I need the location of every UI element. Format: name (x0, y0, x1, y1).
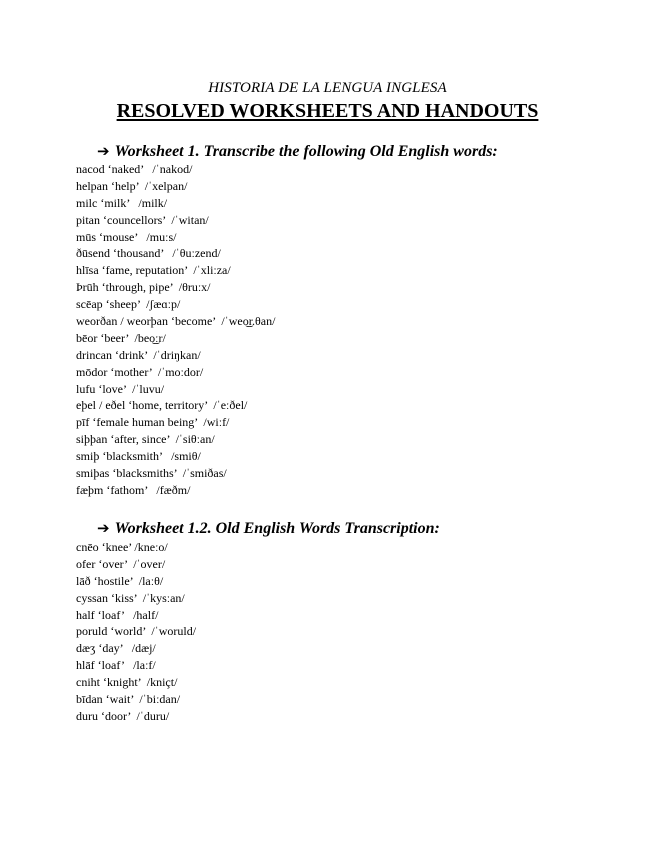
arrow-right-icon: ➔ (97, 519, 110, 537)
list-item: pīf ‘female human being’ /wiːf/ (76, 415, 230, 430)
list-item: hlīsa ‘fame, reputation’ /ˈxliːza/ (76, 263, 231, 278)
worksheet1-heading (97, 141, 498, 162)
list-item: cyssan ‘kiss’ /ˈkysːan/ (76, 590, 185, 605)
list-item: hlāf ‘loaf’ /laːf/ (76, 658, 156, 673)
list-item: mūs ‘mouse’ /muːs/ (76, 229, 177, 244)
list-item: cnēo ‘knee’ /kneːo/ (76, 540, 168, 554)
list-item: weorðan / weorþan ‘become’ /ˈweo͜r.θan/ (76, 314, 276, 329)
list-item: drincan ‘drink’ /ˈdriŋkan/ (76, 347, 201, 362)
list-item: siþþan ‘after, since’ /ˈsiθːan/ (76, 432, 215, 447)
list-item: bēor ‘beer’ /beo͜ːr/ (76, 330, 166, 345)
list-item: nacod ‘naked’ /ˈnakod/ (76, 162, 193, 176)
list-item: Þrūh ‘through, pipe’ /θruːx/ (76, 280, 211, 295)
list-item: pitan ‘councellors’ /ˈwitan/ (76, 212, 209, 227)
list-item: eþel / eðel ‘home, territory’ /ˈeːðel/ (76, 398, 248, 413)
list-item: smiþ ‘blacksmith’ /smiθ/ (76, 449, 201, 464)
list-item: poruld ‘world’ /ˈworuld/ (76, 624, 197, 639)
document-heading: RESOLVED WORKSHEETS AND HANDOUTS (116, 100, 539, 122)
worksheet2-heading-text: Worksheet 1.2. Old English Words Transcription: (114, 520, 440, 537)
list-item: cniht ‘knight’ /kniçt/ (76, 675, 178, 690)
document-title: HISTORIA DE LA LENGUA INGLESA (208, 80, 447, 96)
worksheet2-heading (97, 518, 440, 539)
list-item: mōdor ‘mother’ /ˈmoːdor/ (76, 364, 204, 379)
worksheet1-heading-text: Worksheet 1. Transcribe the following Old English words: (114, 143, 498, 160)
list-item: helpan ‘help’ /ˈxelpan/ (76, 178, 188, 193)
worksheet2-word-list (76, 539, 196, 725)
list-item: half ‘loaf’ /half/ (76, 607, 159, 622)
list-item: scēap ‘sheep’ /ʃæɑːp/ (76, 297, 181, 312)
list-item: ðūsend ‘thousand’ /ˈθuːzend/ (76, 246, 221, 261)
list-item: lufu ‘love’ /ˈluvu/ (76, 381, 165, 396)
arrow-right-icon: ➔ (97, 142, 110, 160)
list-item: lāð ‘hostile’ /laːθ/ (76, 573, 164, 588)
list-item: bīdan ‘wait’ /ˈbiːdan/ (76, 692, 181, 707)
list-item: dæʒ ‘day’ /dæj/ (76, 641, 156, 656)
worksheet1-word-list (76, 161, 275, 499)
list-item: milc ‘milk’ /milk/ (76, 195, 168, 210)
list-item: fæþm ‘fathom’ /fæðm/ (76, 482, 191, 497)
list-item: smiþas ‘blacksmiths’ /ˈsmiðas/ (76, 466, 227, 481)
list-item: duru ‘door’ /ˈduru/ (76, 708, 170, 723)
list-item: ofer ‘over’ /ˈover/ (76, 556, 166, 571)
